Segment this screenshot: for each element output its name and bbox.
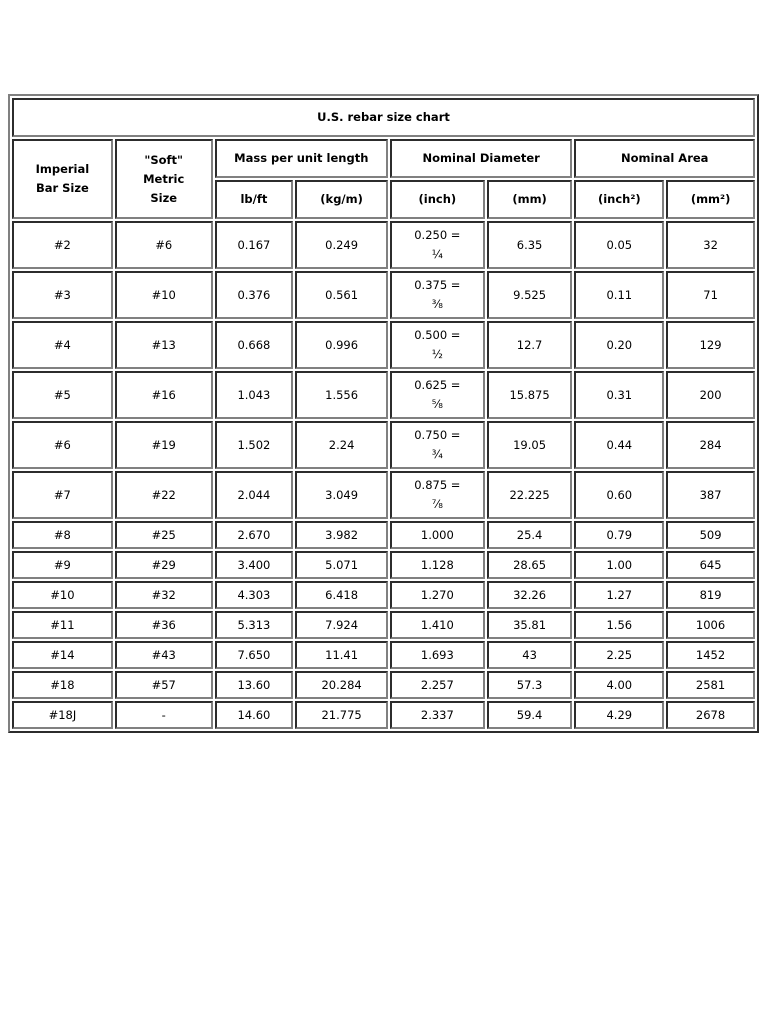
imperial-size-cell: #7 <box>12 471 113 519</box>
area-mm2-cell: 387 <box>666 471 755 519</box>
table-row <box>12 581 755 609</box>
area-mm2-cell: 509 <box>666 521 755 549</box>
table-row <box>12 671 755 699</box>
inch-header: (inch) <box>390 180 485 219</box>
table-row <box>12 701 755 729</box>
nominal-diameter-header: Nominal Diameter <box>390 139 572 178</box>
diameter-mm-cell: 57.3 <box>487 671 573 699</box>
imperial-size-cell: #8 <box>12 521 113 549</box>
area-inch2-cell: 4.00 <box>574 671 664 699</box>
metric-size-cell: #16 <box>115 371 213 419</box>
area-mm2-cell: 819 <box>666 581 755 609</box>
area-inch2-cell: 0.79 <box>574 521 664 549</box>
kgm-cell: 2.24 <box>295 421 388 469</box>
metric-size-cell: #29 <box>115 551 213 579</box>
imperial-bar-size-header <box>12 139 113 219</box>
area-mm2-cell: 1452 <box>666 641 755 669</box>
area-inch2-cell: 0.11 <box>574 271 664 319</box>
diameter-inch-line: ¼ <box>431 247 443 261</box>
metric-header-line3: Size <box>150 190 178 205</box>
diameter-mm-cell: 6.35 <box>487 221 573 269</box>
metric-size-cell: #22 <box>115 471 213 519</box>
metric-size-cell: #19 <box>115 421 213 469</box>
diameter-mm-cell: 59.4 <box>487 701 573 729</box>
table-row <box>12 221 755 269</box>
diameter-inch-line: 1.410 <box>420 617 454 632</box>
kgm-cell: 3.982 <box>295 521 388 549</box>
diameter-inch-cell <box>390 521 485 549</box>
table-row <box>12 641 755 669</box>
imperial-size-cell: #3 <box>12 271 113 319</box>
nominal-area-header: Nominal Area <box>574 139 755 178</box>
diameter-mm-cell: 12.7 <box>487 321 573 369</box>
area-inch2-cell: 0.31 <box>574 371 664 419</box>
lbft-cell: 1.043 <box>215 371 294 419</box>
lbft-cell: 3.400 <box>215 551 294 579</box>
diameter-inch-line: 0.875 = <box>414 478 461 492</box>
diameter-inch-cell <box>390 421 485 469</box>
metric-size-cell: #10 <box>115 271 213 319</box>
diameter-inch-line: ½ <box>431 347 443 361</box>
table-viewport <box>8 94 759 722</box>
lbft-cell: 0.167 <box>215 221 294 269</box>
imperial-size-cell: #4 <box>12 321 113 369</box>
mm-header: (mm) <box>487 180 573 219</box>
area-mm2-cell: 32 <box>666 221 755 269</box>
mass-per-unit-length-header: Mass per unit length <box>215 139 388 178</box>
kgm-cell: 7.924 <box>295 611 388 639</box>
kgm-cell: 0.249 <box>295 221 388 269</box>
diameter-inch-line: 0.625 = <box>414 378 461 392</box>
area-inch2-cell: 2.25 <box>574 641 664 669</box>
table-row <box>12 371 755 419</box>
imperial-size-cell: #5 <box>12 371 113 419</box>
table-row <box>12 321 755 369</box>
diameter-mm-cell: 9.525 <box>487 271 573 319</box>
table-row <box>12 471 755 519</box>
imperial-size-cell: #9 <box>12 551 113 579</box>
mm2-header: (mm²) <box>666 180 755 219</box>
diameter-inch-line: ⅜ <box>431 297 443 311</box>
diameter-inch-cell <box>390 371 485 419</box>
diameter-mm-cell: 35.81 <box>487 611 573 639</box>
metric-size-cell: #25 <box>115 521 213 549</box>
table-body <box>12 221 755 729</box>
diameter-inch-line: 0.500 = <box>414 328 461 342</box>
metric-size-cell: #36 <box>115 611 213 639</box>
diameter-inch-cell <box>390 581 485 609</box>
table-title: U.S. rebar size chart <box>12 98 755 137</box>
imperial-size-cell: #14 <box>12 641 113 669</box>
lbft-cell: 2.044 <box>215 471 294 519</box>
area-mm2-cell: 645 <box>666 551 755 579</box>
imperial-size-cell: #10 <box>12 581 113 609</box>
diameter-inch-line: ⅞ <box>431 497 443 511</box>
diameter-mm-cell: 32.26 <box>487 581 573 609</box>
area-mm2-cell: 2678 <box>666 701 755 729</box>
diameter-inch-line: 0.750 = <box>414 428 461 442</box>
diameter-inch-line: 0.250 = <box>414 228 461 242</box>
area-inch2-cell: 0.44 <box>574 421 664 469</box>
diameter-mm-cell: 19.05 <box>487 421 573 469</box>
lbft-cell: 5.313 <box>215 611 294 639</box>
lbft-cell: 1.502 <box>215 421 294 469</box>
area-inch2-cell: 0.05 <box>574 221 664 269</box>
diameter-inch-line: 1.128 <box>420 557 454 572</box>
area-inch2-cell: 1.27 <box>574 581 664 609</box>
area-mm2-cell: 2581 <box>666 671 755 699</box>
inch2-header: (inch²) <box>574 180 664 219</box>
diameter-mm-cell: 15.875 <box>487 371 573 419</box>
kgm-cell: 3.049 <box>295 471 388 519</box>
lbft-cell: 14.60 <box>215 701 294 729</box>
metric-size-cell: #32 <box>115 581 213 609</box>
diameter-inch-line: 1.000 <box>420 527 454 542</box>
area-mm2-cell: 200 <box>666 371 755 419</box>
lbft-header: lb/ft <box>215 180 294 219</box>
diameter-inch-cell <box>390 321 485 369</box>
diameter-mm-cell: 43 <box>487 641 573 669</box>
area-inch2-cell: 1.00 <box>574 551 664 579</box>
lbft-cell: 4.303 <box>215 581 294 609</box>
lbft-cell: 13.60 <box>215 671 294 699</box>
diameter-inch-line: ⅝ <box>431 397 443 411</box>
diameter-inch-cell <box>390 611 485 639</box>
diameter-inch-cell <box>390 701 485 729</box>
diameter-mm-cell: 28.65 <box>487 551 573 579</box>
kgm-cell: 5.071 <box>295 551 388 579</box>
lbft-cell: 2.670 <box>215 521 294 549</box>
kgm-cell: 20.284 <box>295 671 388 699</box>
metric-size-cell: #6 <box>115 221 213 269</box>
metric-size-cell: #13 <box>115 321 213 369</box>
imperial-header-line2: Bar Size <box>35 181 89 195</box>
diameter-mm-cell: 22.225 <box>487 471 573 519</box>
kgm-cell: 0.561 <box>295 271 388 319</box>
area-inch2-cell: 0.20 <box>574 321 664 369</box>
diameter-inch-cell <box>390 221 485 269</box>
rebar-size-table <box>8 94 759 733</box>
diameter-inch-line: 2.257 <box>420 677 454 692</box>
kgm-cell: 21.775 <box>295 701 388 729</box>
lbft-cell: 7.650 <box>215 641 294 669</box>
table-row <box>12 271 755 319</box>
area-inch2-cell: 1.56 <box>574 611 664 639</box>
diameter-inch-cell <box>390 551 485 579</box>
lbft-cell: 0.376 <box>215 271 294 319</box>
table-row <box>12 421 755 469</box>
diameter-inch-line: 1.693 <box>420 647 454 662</box>
area-mm2-cell: 71 <box>666 271 755 319</box>
diameter-inch-line: 2.337 <box>420 707 454 722</box>
table-row <box>12 521 755 549</box>
diameter-inch-cell <box>390 271 485 319</box>
area-mm2-cell: 129 <box>666 321 755 369</box>
area-inch2-cell: 4.29 <box>574 701 664 729</box>
diameter-inch-cell <box>390 641 485 669</box>
imperial-header-line1: Imperial <box>35 162 90 176</box>
metric-header-line1: "Soft" <box>144 152 184 167</box>
kgm-cell: 11.41 <box>295 641 388 669</box>
diameter-inch-cell <box>390 671 485 699</box>
kgm-cell: 0.996 <box>295 321 388 369</box>
table-row <box>12 551 755 579</box>
imperial-size-cell: #6 <box>12 421 113 469</box>
area-mm2-cell: 284 <box>666 421 755 469</box>
soft-metric-size-header <box>115 139 213 219</box>
metric-size-cell: #43 <box>115 641 213 669</box>
diameter-inch-cell <box>390 471 485 519</box>
metric-size-cell: #57 <box>115 671 213 699</box>
metric-header-line2: Metric <box>143 171 185 186</box>
table-row <box>12 611 755 639</box>
diameter-inch-line: ¾ <box>431 447 443 461</box>
kgm-cell: 6.418 <box>295 581 388 609</box>
lbft-cell: 0.668 <box>215 321 294 369</box>
area-mm2-cell: 1006 <box>666 611 755 639</box>
kgm-cell: 1.556 <box>295 371 388 419</box>
diameter-mm-cell: 25.4 <box>487 521 573 549</box>
diameter-inch-line: 1.270 <box>420 587 454 602</box>
kgm-header: (kg/m) <box>295 180 388 219</box>
metric-size-cell: - <box>115 701 213 729</box>
imperial-size-cell: #11 <box>12 611 113 639</box>
imperial-size-cell: #2 <box>12 221 113 269</box>
diameter-inch-line: 0.375 = <box>414 278 461 292</box>
area-inch2-cell: 0.60 <box>574 471 664 519</box>
imperial-size-cell: #18 <box>12 671 113 699</box>
imperial-size-cell: #18J <box>12 701 113 729</box>
